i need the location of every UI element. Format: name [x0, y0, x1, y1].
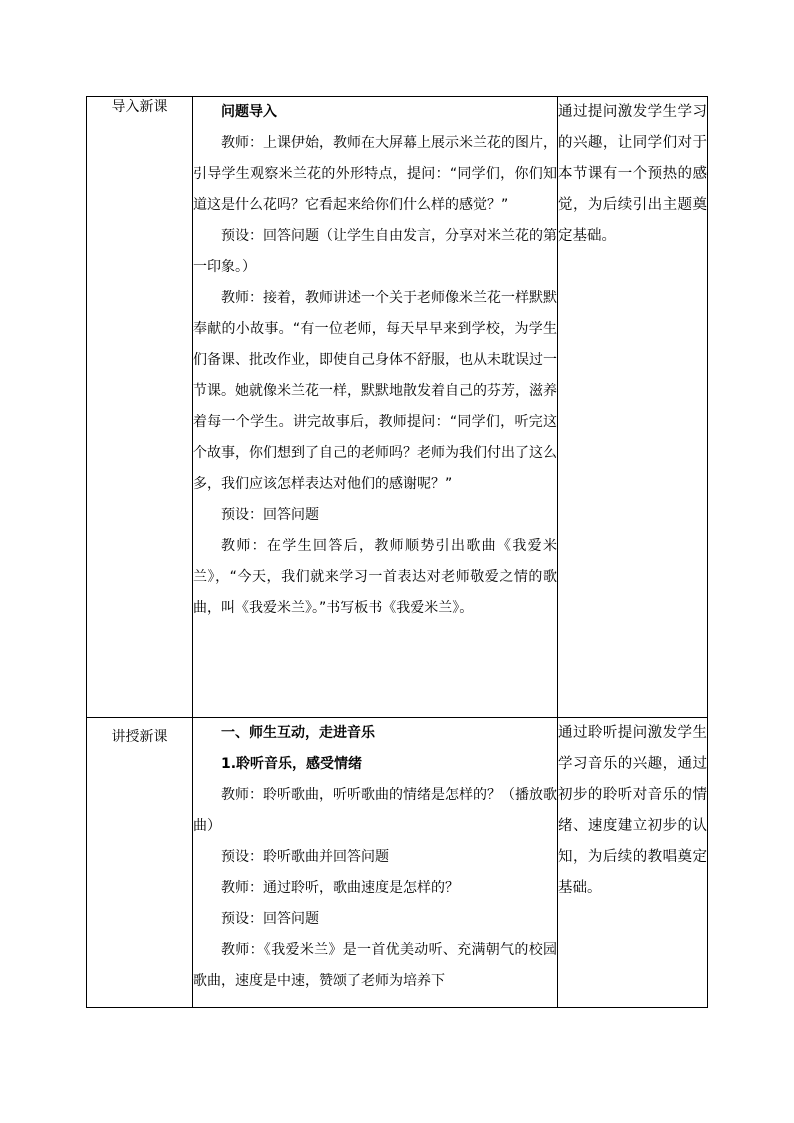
- content-cell: [193, 97, 558, 718]
- paragraph: 预设：回答问题（让学生自由发言，分享对米兰花的第一印象。）: [193, 228, 557, 275]
- stage-cell: 讲授新课: [87, 718, 193, 1008]
- paragraph: 教师：《我爱米兰》是一首优美动听、充满朝气的校园歌曲，速度是中速，赞颂了老师为培养下: [193, 942, 557, 989]
- paragraph: 教师：在学生回答后，教师顺势引出歌曲《我爱米兰》，“今天，我们就来学习一首表达对老师敬爱之情的歌曲，叫《我爱米兰》。”书写板书《我爱米兰》。: [193, 538, 557, 616]
- section-heading: 一、师生互动，走进音乐: [221, 725, 375, 741]
- table-row: [87, 97, 708, 718]
- note-text: 通过聆听提问激发学生学习音乐的兴趣，通过初步的聆听对音乐的情绪、速度建立初步的认知，为后续的教唱奠定基础。: [558, 725, 707, 896]
- paragraph: 教师：聆听歌曲，听听歌曲的情绪是怎样的？（播放歌曲）: [193, 787, 557, 834]
- content-cell: [193, 718, 558, 1008]
- note-cell: [558, 718, 708, 1008]
- paragraph: 预设：回答问题: [221, 507, 319, 523]
- lesson-plan-table: [86, 96, 708, 1008]
- note-text: 通过提问激发学生学习的兴趣，让同学们对于本节课有一个预热的感觉，为后续引出主题奠定基础。: [558, 104, 707, 244]
- table-row: [87, 718, 708, 1008]
- paragraph: 教师：接着，教师讲述一个关于老师像米兰花一样默默奉献的小故事。“有一位老师，每天早早来到学校，为学生们备课、批改作业，即使自己身体不舒服，也从未耽误过一节课。她就像米兰花一样，默默地散发着自己的芬芳，滋养着每一个学生。讲完故事后，教师提问：“同学们，听完这个故事，你们想到了自己的老师吗？老师为我们付出了这么多，我们应该怎样表达对他们的感谢呢？”: [193, 290, 557, 492]
- paragraph: 教师：上课伊始，教师在大屏幕上展示米兰花的图片，引导学生观察米兰花的外形特点，提问：“同学们，你们知道这是什么花吗？它看起来给你们什么样的感觉？”: [193, 135, 557, 213]
- stage-cell: 导入新课: [87, 97, 193, 718]
- paragraph: 教师：通过聆听，歌曲速度是怎样的？: [221, 880, 459, 896]
- paragraph: 预设：回答问题: [221, 911, 319, 927]
- paragraph: 预设：聆听歌曲并回答问题: [221, 849, 389, 865]
- section-heading: 问题导入: [221, 104, 277, 120]
- subsection-heading: 1.聆听音乐，感受情绪: [221, 756, 363, 772]
- note-cell: [558, 97, 708, 718]
